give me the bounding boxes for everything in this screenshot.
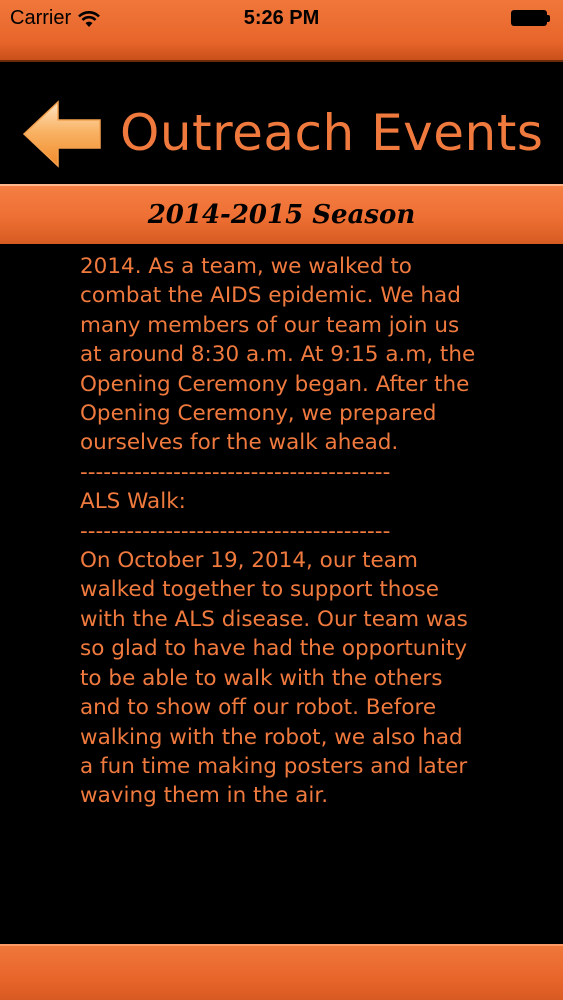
back-arrow-icon[interactable] [22, 98, 102, 170]
status-bar [0, 0, 563, 62]
battery-icon [511, 10, 551, 26]
divider-top: ---------------------------------------- [80, 459, 391, 485]
als-walk-paragraph: On October 19, 2014, our team walked together to support those with the ALS disease. Our team was so glad to have had the opportunity to be able to walk with the others and to show off our robot. Before walking with the robot, we also had a fun time making posters and later waving them in the air. [80, 548, 468, 809]
aids-walk-paragraph: 2014. As a team, we walked to combat the AIDS epidemic. We had many members of our team join us at around 8:30 a.m. At 9:15 a.m, the Opening Ceremony began. After the Opening Ceremony, we prepared ourselves for the walk ahead. [80, 254, 476, 456]
als-walk-heading: ALS Walk: [80, 489, 186, 515]
clock: 5:26 PM [243, 7, 320, 29]
events-text-scroll[interactable] [80, 252, 480, 860]
carrier-label: Carrier [10, 7, 72, 29]
divider-bottom: ---------------------------------------- [80, 518, 391, 544]
page-title: Outreach Events [120, 104, 544, 162]
season-label: 2014-2015 Season [147, 200, 416, 230]
season-bar [0, 184, 563, 244]
footer-bar [0, 944, 563, 1000]
